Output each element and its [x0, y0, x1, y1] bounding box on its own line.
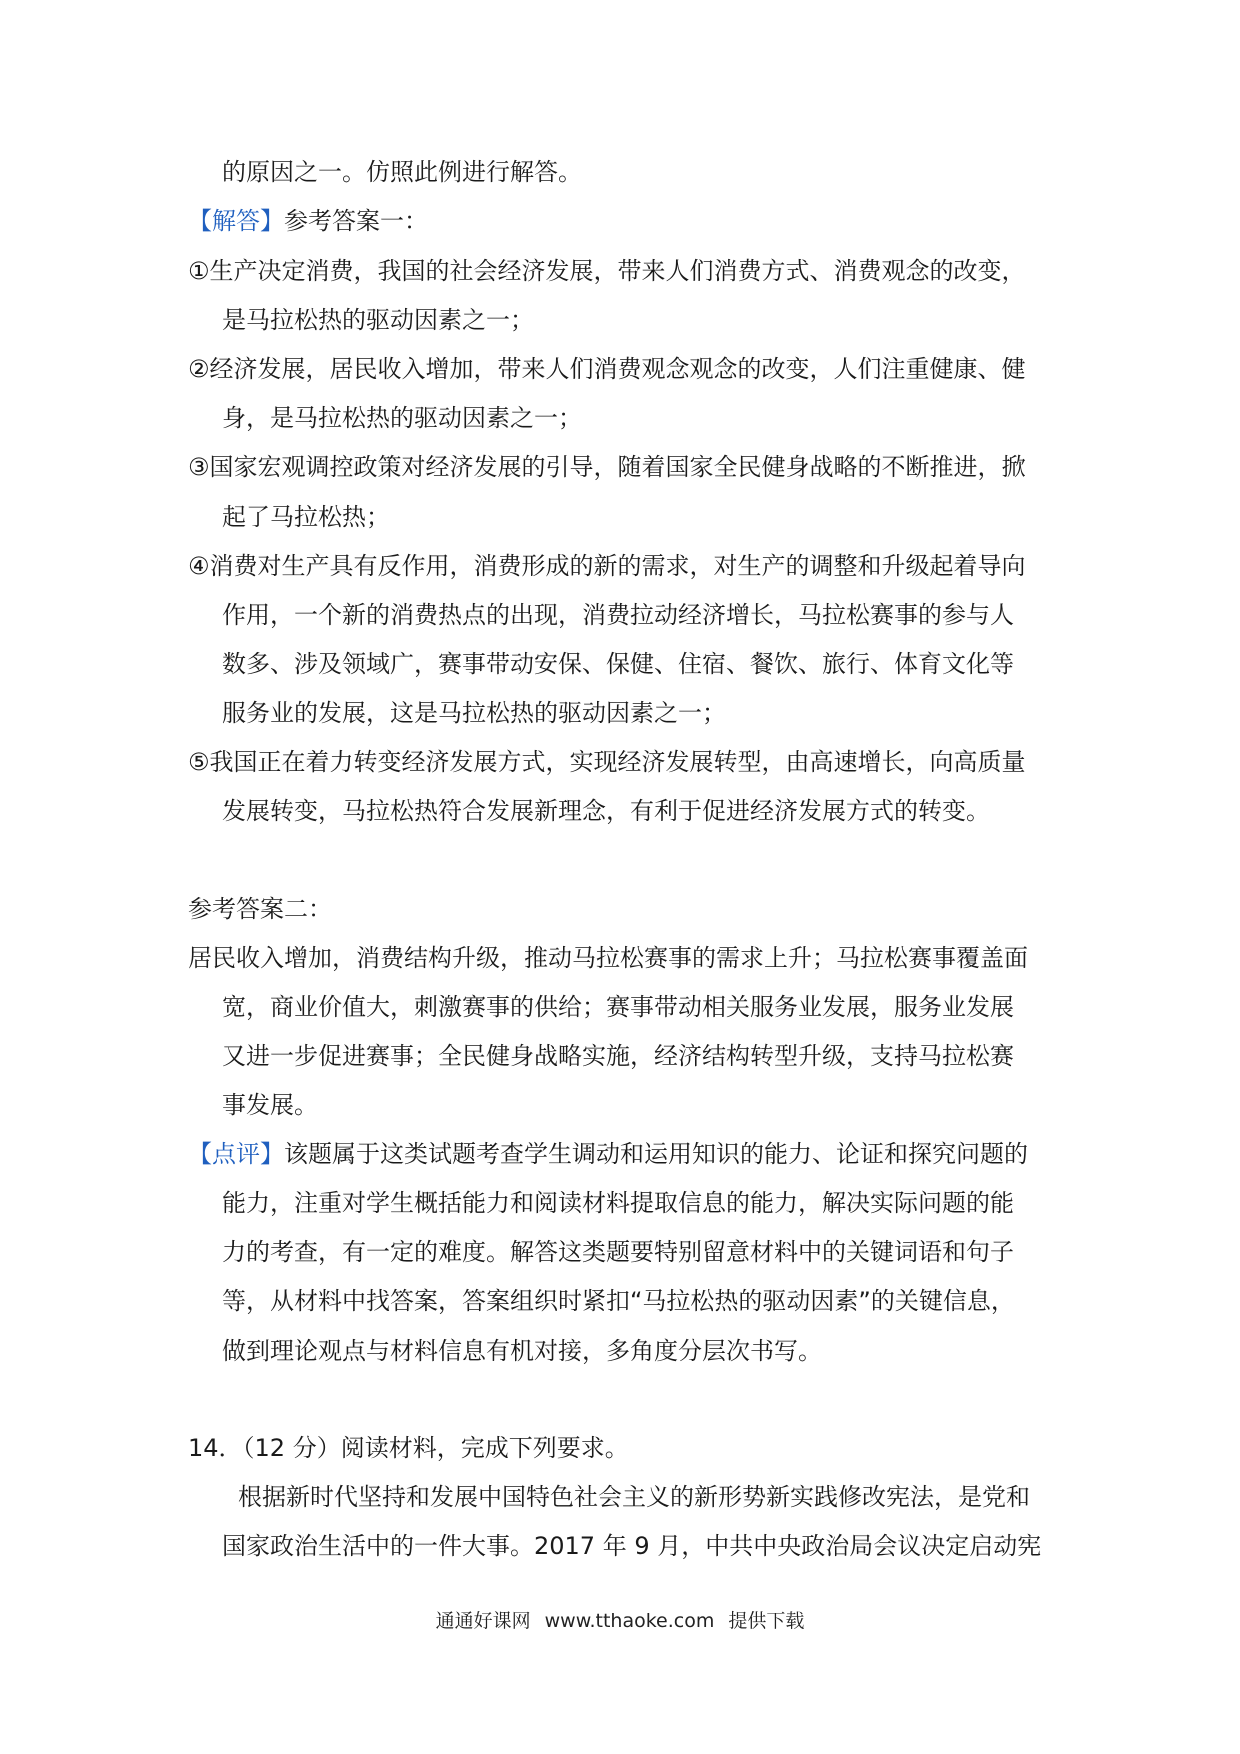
answer1-item-4-lead: ④消费对生产具有反作用，消费形成的新的需求，对生产的调整和升级起着导向	[188, 552, 1026, 580]
page-footer	[0, 1608, 1240, 1634]
answer2-lead: 居民收入增加，消费结构升级，推动马拉松赛事的需求上升；马拉松赛事覆盖面	[188, 944, 1028, 972]
answer1-item-1-lead: ①生产决定消费，我国的社会经济发展，带来人们消费方式、消费观念的改变，	[188, 257, 1026, 285]
comment-tag: 【点评】	[188, 1140, 284, 1168]
footer-note: 提供下载	[728, 1610, 805, 1632]
footer-site-name: 通通好课网	[435, 1610, 531, 1632]
answer1-item-1-cont: 是马拉松热的驱动因素之一；	[222, 306, 534, 334]
answer1-item-4-cont-2: 数多、涉及领域广，赛事带动安保、保健、住宿、餐饮、旅行、体育文化等	[222, 650, 1014, 678]
answer1-title: 参考答案一：	[284, 207, 428, 235]
question14-title: 14．（12 分）阅读材料，完成下列要求。	[188, 1434, 629, 1462]
answer2-cont-2: 又进一步促进赛事；全民健身战略实施，经济结构转型升级，支持马拉松赛	[222, 1042, 1014, 1070]
answer-tag: 【解答】	[188, 207, 284, 235]
answer1-item-2-cont: 身，是马拉松热的驱动因素之一；	[222, 404, 582, 432]
answer1-item-4-cont-1: 作用，一个新的消费热点的出现，消费拉动经济增长，马拉松赛事的参与人	[222, 601, 1014, 629]
comment-cont-4: 做到理论观点与材料信息有机对接，多角度分层次书写。	[222, 1337, 822, 1365]
intro-tail: 的原因之一。仿照此例进行解答。	[222, 158, 582, 186]
footer-url[interactable]: www.tthaoke.com	[544, 1610, 715, 1632]
answer1-item-4-cont-3: 服务业的发展，这是马拉松热的驱动因素之一；	[222, 699, 726, 727]
question14-para-2: 国家政治生活中的一件大事。2017 年 9 月，中共中央政治局会议决定启动宪	[222, 1532, 1042, 1560]
answer1-item-5-lead: ⑤我国正在着力转变经济发展方式，实现经济发展转型，由高速增长，向高质量	[188, 748, 1026, 776]
comment-lead: 该题属于这类试题考查学生调动和运用知识的能力、论证和探究问题的	[284, 1140, 1028, 1168]
answer2-cont-3: 事发展。	[222, 1091, 318, 1119]
comment-cont-1: 能力，注重对学生概括能力和阅读材料提取信息的能力，解决实际问题的能	[222, 1189, 1014, 1217]
answer2-title: 参考答案二：	[188, 895, 332, 923]
answer1-item-5-cont: 发展转变，马拉松热符合发展新理念，有利于促进经济发展方式的转变。	[222, 797, 990, 825]
comment-cont-2: 力的考查，有一定的难度。解答这类题要特别留意材料中的关键词语和句子	[222, 1238, 1014, 1266]
comment-heading	[188, 1137, 1028, 1171]
answer1-item-2-lead: ②经济发展，居民收入增加，带来人们消费观念观念的改变，人们注重健康、健	[188, 355, 1026, 383]
question14-para-1: 根据新时代坚持和发展中国特色社会主义的新形势新实践修改宪法，是党和	[238, 1483, 1030, 1511]
answer1-item-3-lead: ③国家宏观调控政策对经济发展的引导，随着国家全民健身战略的不断推进，掀	[188, 453, 1026, 481]
answer1-item-3-cont: 起了马拉松热；	[222, 503, 390, 531]
answer-heading	[188, 204, 428, 238]
comment-cont-3: 等，从材料中找答案，答案组织时紧扣“马拉松热的驱动因素”的关键信息，	[222, 1287, 1015, 1315]
answer2-cont-1: 宽，商业价值大，刺激赛事的供给；赛事带动相关服务业发展，服务业发展	[222, 993, 1014, 1021]
